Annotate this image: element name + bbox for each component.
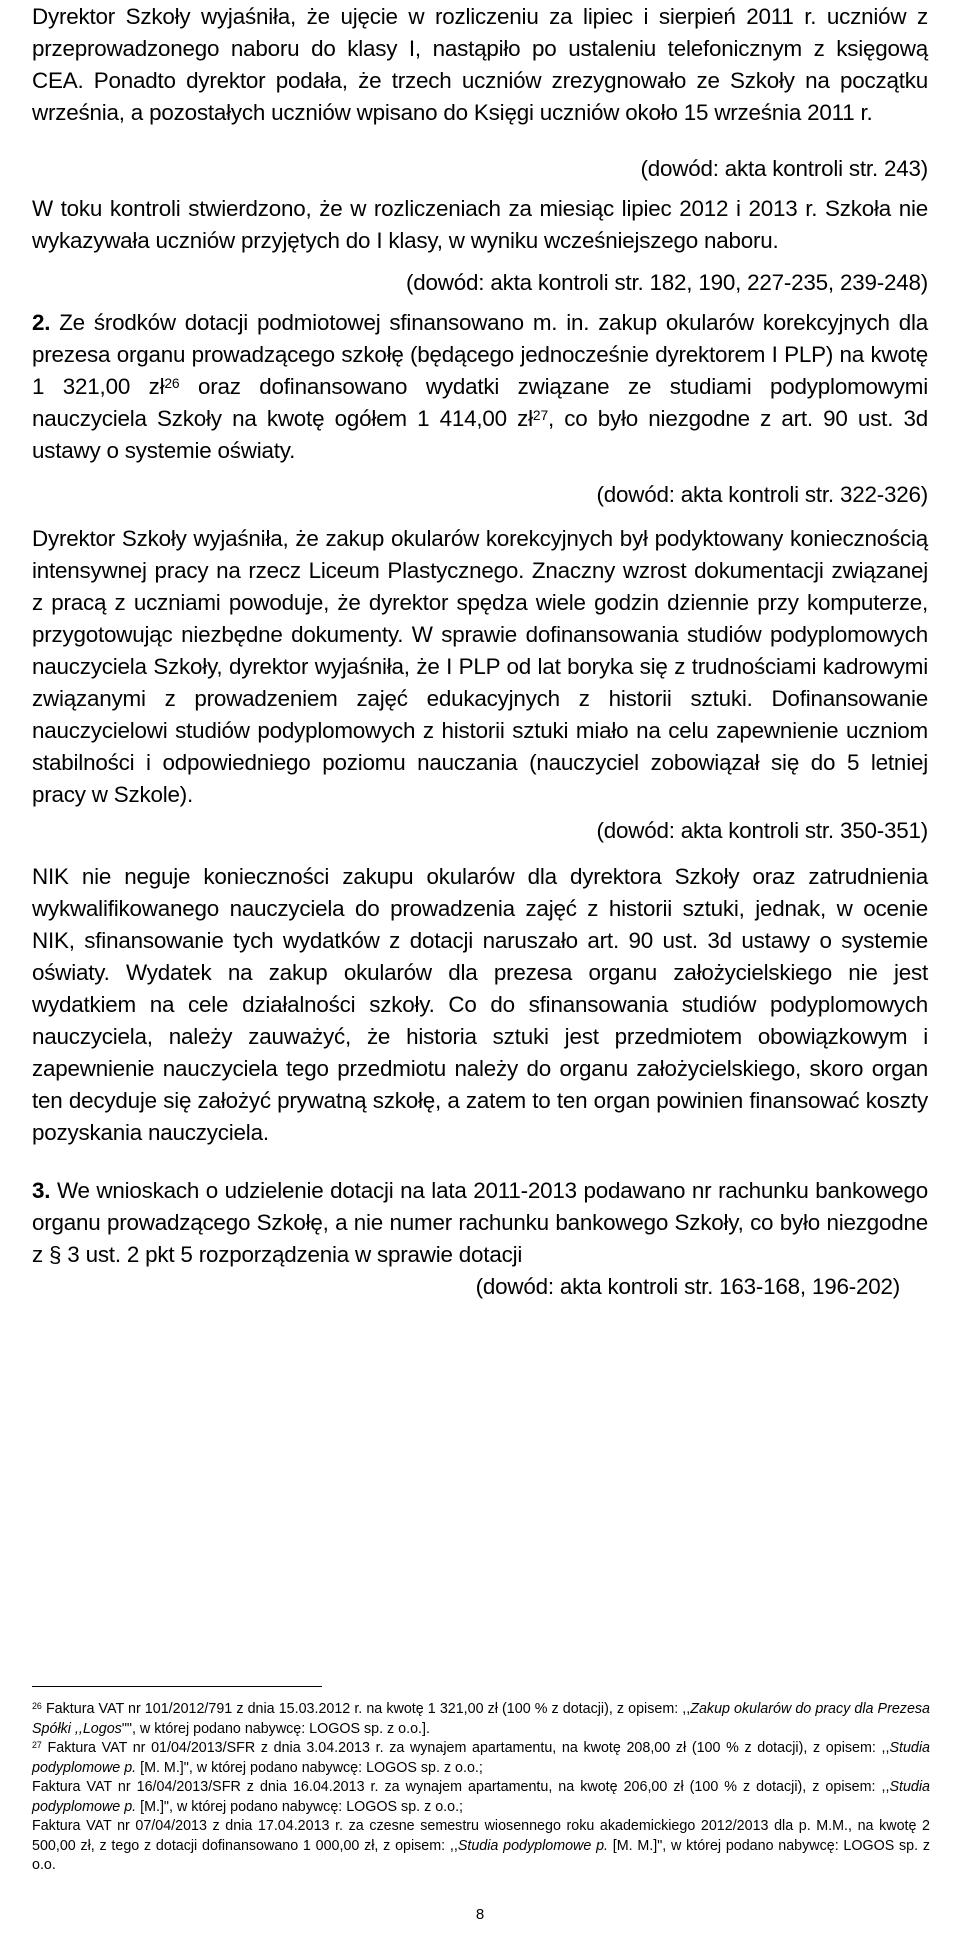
paragraph-nik-assessment: NIK nie neguje konieczności zakupu okularów dla dyrektora Szkoły oraz zatrudnienia wykwalifikowanego nauczyciela do prowadzenia zajęć z historii sztuki, jednak, w ocenie NIK, sfinansowanie tych wydatków z dotacji naruszało art. 90 ust. 3d ustawy o systemie oświaty. Wydatek na zakup okularów dla prezesa organu założycielskiego nie jest wydatkiem na cele działalności szkoły. Co do sfinansowania studiów podyplomowych nauczyciela, należy zauważyć, że historia sztuki jest przedmiotem obowiązkowym i zapewnienie nauczyciela tego przedmiotu należy do organu założycielskiego, skoro organ ten decyduje się założyć prywatną szkołę, a zatem to ten organ powinien finansować koszty pozyskania nauczyciela.	[32, 864, 928, 1145]
footnotes	[32, 1700, 930, 1876]
footnote-number: 26	[32, 1701, 42, 1712]
footnote-27-continued: Faktura VAT nr 16/04/2013/SFR z dnia 16.04.2013 r. za wynajem apartamentu, na kwotę 206,00 zł (100 % z dotacji), z opisem: ,,Studia podyplomowe p. [M.]", w której podano nabywcę: LOGOS sp. z o.o.;	[32, 1779, 930, 1815]
evidence-reference: (dowód: akta kontroli str. 350-351)	[596, 818, 928, 843]
paragraph-point-3: 3. We wnioskach o udzielenie dotacji na lata 2011-2013 podawano nr rachunku bankowego organu prowadzącego Szkołę, a nie numer rachunku bankowego Szkoły, co było niezgodne z § 3 ust. 2 pkt 5 rozporządzenia w sprawie dotacji	[32, 1178, 928, 1267]
footnote-number: 27	[32, 1740, 42, 1751]
paragraph-point-2: 2. Ze środków dotacji podmiotowej sfinansowano m. in. zakup okularów korekcyjnych dla prezesa organu prowadzącego szkołę (będącego jednocześnie dyrektorem I PLP) na kwotę 1 321,00 $zł^{26}$ oraz dofinansowano wydatki związane ze studiami podyplomowymi nauczyciela Szkoły na kwotę ogółem 1 414,00 $zł^{27}$, co było niezgodne z art. 90 ust. 3d ustawy o systemie oświaty.	[32, 310, 928, 463]
footnote-27: $^{27}$ Faktura VAT nr 01/04/2013/SFR z dnia 3.04.2013 r. za wynajem apartamentu, na kwotę 208,00 zł (100 % z dotacji), z opisem: ,,Studia podyplomowe p. [M. M.]", w której podano nabywcę: LOGOS sp. z o.o.;	[32, 1740, 930, 1776]
footnote-26: $^{26}$ Faktura VAT nr 101/2012/791 z dnia 15.03.2012 r. na kwotę 1 321,00 zł (100 % z dotacji), z opisem: ,,Zakup okularów do pracy dla Prezesa Spółki ,,Logos"", w której podano nabywcę: LOGOS sp. z o.o.].	[32, 1701, 930, 1737]
evidence-reference: (dowód: akta kontroli str. 163-168, 196-202)	[475, 1274, 900, 1299]
footnote-ref-26[interactable]: 26	[164, 374, 180, 391]
footnote-ref-27[interactable]: 27	[532, 406, 548, 423]
evidence-reference: (dowód: akta kontroli str. 243)	[640, 156, 928, 181]
paragraph-control-finding: W toku kontroli stwierdzono, że w rozliczeniach za miesiąc lipiec 2012 i 2013 r. Szkoła nie wykazywała uczniów przyjętych do I klasy, w wyniku wcześniejszego naboru.	[32, 196, 928, 253]
point-number: 3.	[32, 1178, 51, 1203]
evidence-reference: (dowód: akta kontroli str. 182, 190, 227-235, 239-248)	[406, 270, 928, 295]
footnote-separator	[32, 1686, 322, 1687]
evidence-reference: (dowód: akta kontroli str. 322-326)	[596, 482, 928, 507]
main-text	[32, 1, 928, 1303]
paragraph-director-explanation: Dyrektor Szkoły wyjaśniła, że ujęcie w rozliczeniu za lipiec i sierpień 2011 r. uczniów z przeprowadzonego naboru do klasy I, nastąpiło po ustaleniu telefonicznym z księgową CEA. Ponadto dyrektor podała, że trzech uczniów zrezygnowało ze Szkoły na początku września, a pozostałych uczniów wpisano do Księgi uczniów około 15 września 2011 r.	[32, 4, 928, 125]
paragraph-director-explanation-2: Dyrektor Szkoły wyjaśniła, że zakup okularów korekcyjnych był podyktowany koniecznością intensywnej pracy na rzecz Liceum Plastycznego. Znaczny wzrost dokumentacji związanej z pracą z uczniami powoduje, że dyrektor spędza wiele godzin dziennie przy komputerze, przygotowując niezbędne dokumenty. W sprawie dofinansowania studiów podyplomowych nauczyciela Szkoły, dyrektor wyjaśniła, że I PLP od lat boryka się z trudnościami kadrowymi związanymi z prowadzeniem zajęć edukacyjnych z historii sztuki. Dofinansowanie nauczycielowi studiów podyplomowych z historii sztuki miało na celu zapewnienie uczniom stabilności i odpowiedniego poziomu nauczania (nauczyciel zobowiązał się do 5 letniej pracy w Szkole).	[32, 526, 928, 807]
page-number: 8	[475, 1906, 485, 1923]
footnote-27-continued: Faktura VAT nr 07/04/2013 z dnia 17.04.2013 r. za czesne semestru wiosennego roku akademickiego 2012/2013 dla p. M.M., na kwotę 2 500,00 zł, z tego z dotacji dofinansowano 1 000,00 zł, z opisem: ,,Studia podyplomowe p. [M. M.]", w której podano nabywcę: LOGOS sp. z o.o.	[32, 1818, 931, 1873]
point-number: 2.	[32, 310, 51, 335]
